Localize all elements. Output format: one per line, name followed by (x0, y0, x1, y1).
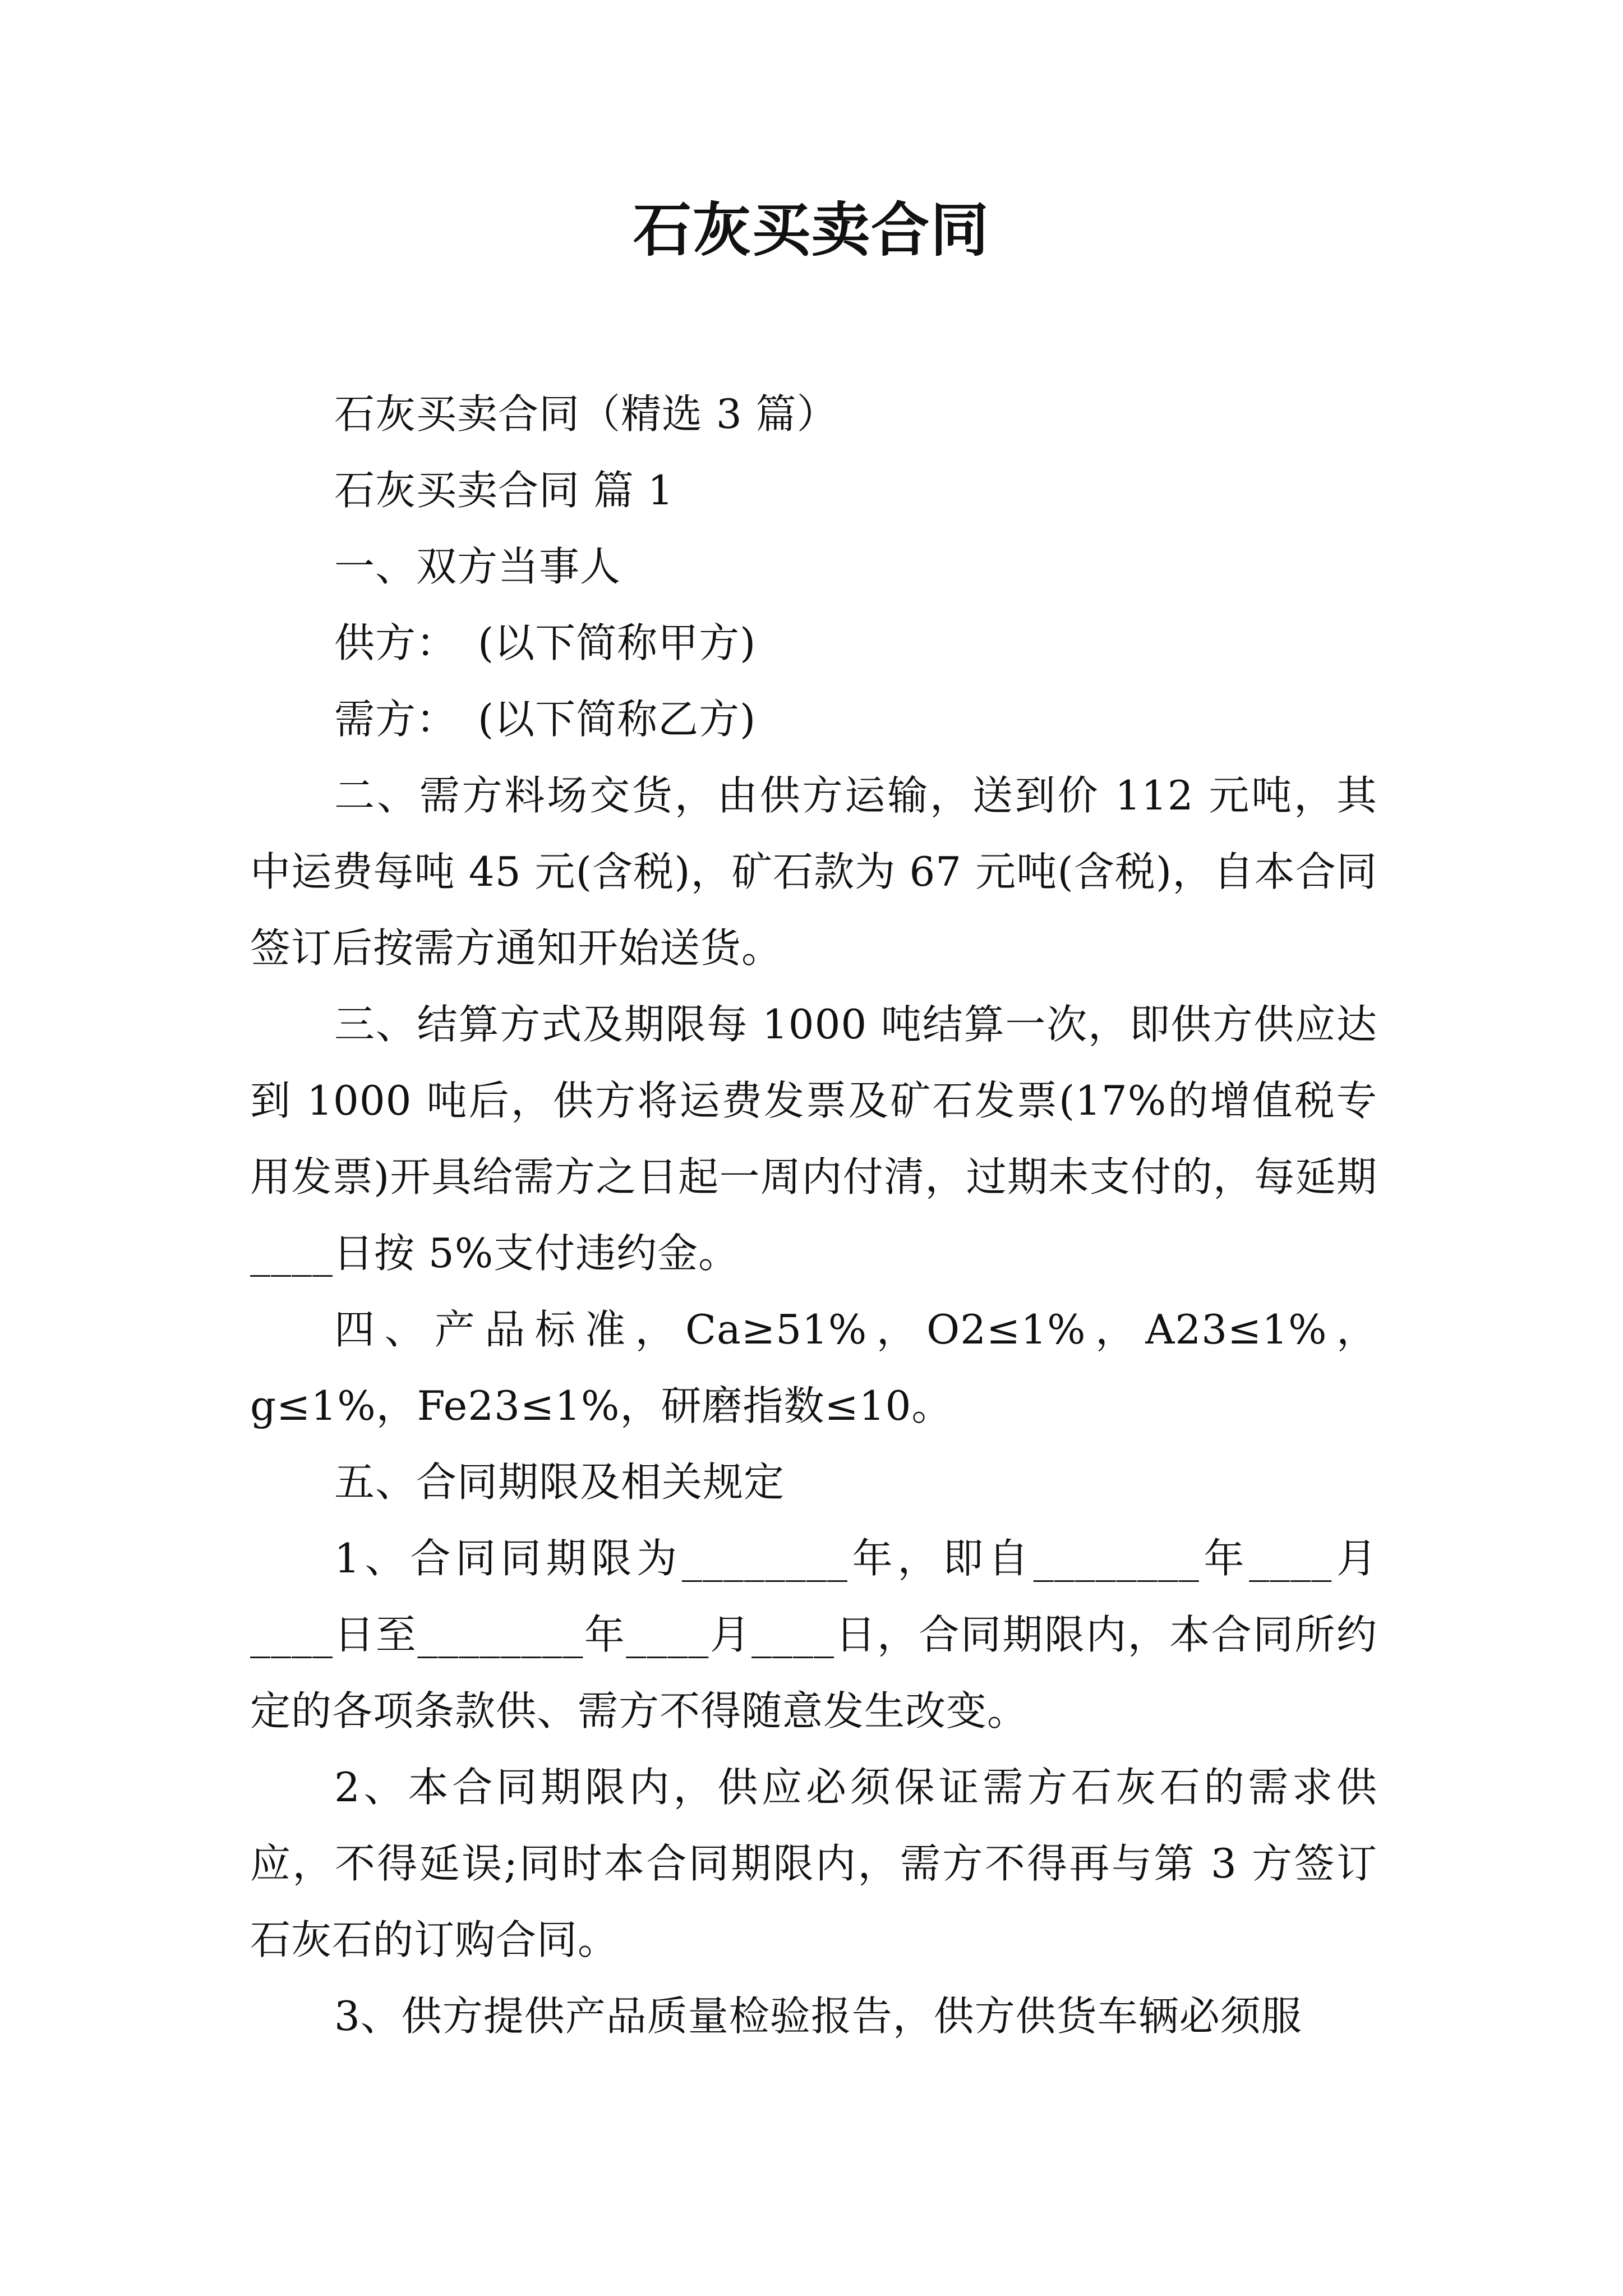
term-clause-3: 3、供方提供产品质量检验报告，供方供货车辆必须服 (334, 1993, 1302, 2040)
clause-product-standard: 四、产品标准，Ca≥51%，O2≤1%，A23≤1%，g≤1%，Fe23≤1%，研磨指数≤10。 (250, 1306, 1377, 1429)
document-body (250, 376, 1377, 2054)
clause-delivery-price: 二、需方料场交货，由供方运输，送到价 112 元吨，其中运费每吨 45 元(含税)，矿石款为 67 元吨(含税)，自本合同签订后按需方通知开始送货。 (250, 772, 1377, 972)
buyer-line: 需方： (以下简称乙方) (334, 696, 757, 743)
clause-settlement: 三、结算方式及期限每 1000 吨结算一次，即供方供应达到 1000 吨后，供方将运费发票及矿石发票(17%的增值税专用发票)开具给需方之日起一周内付清，过期未支付的，每延期____日按 5%支付违约金。 (250, 1001, 1377, 1277)
term-clause-1: 1、合同同期限为________年，即自________年____月____日至________年____月____日，合同期限内，本合同所约定的各项条款供、需方不得随意发生改变。 (250, 1535, 1377, 1734)
section-heading-term: 五、合同期限及相关规定 (334, 1458, 785, 1506)
part-heading: 石灰买卖合同 篇 1 (334, 467, 674, 514)
supplier-line: 供方： (以下简称甲方) (334, 619, 757, 666)
document-title: 石灰买卖合同 (633, 195, 990, 264)
section-heading-parties: 一、双方当事人 (334, 543, 621, 590)
term-clause-2: 2、本合同期限内，供应必须保证需方石灰石的需求供应，不得延误;同时本合同期限内，需方不得再与第 3 方签订石灰石的订购合同。 (250, 1764, 1377, 1963)
document-subtitle: 石灰买卖合同（精选 3 篇） (334, 390, 838, 438)
